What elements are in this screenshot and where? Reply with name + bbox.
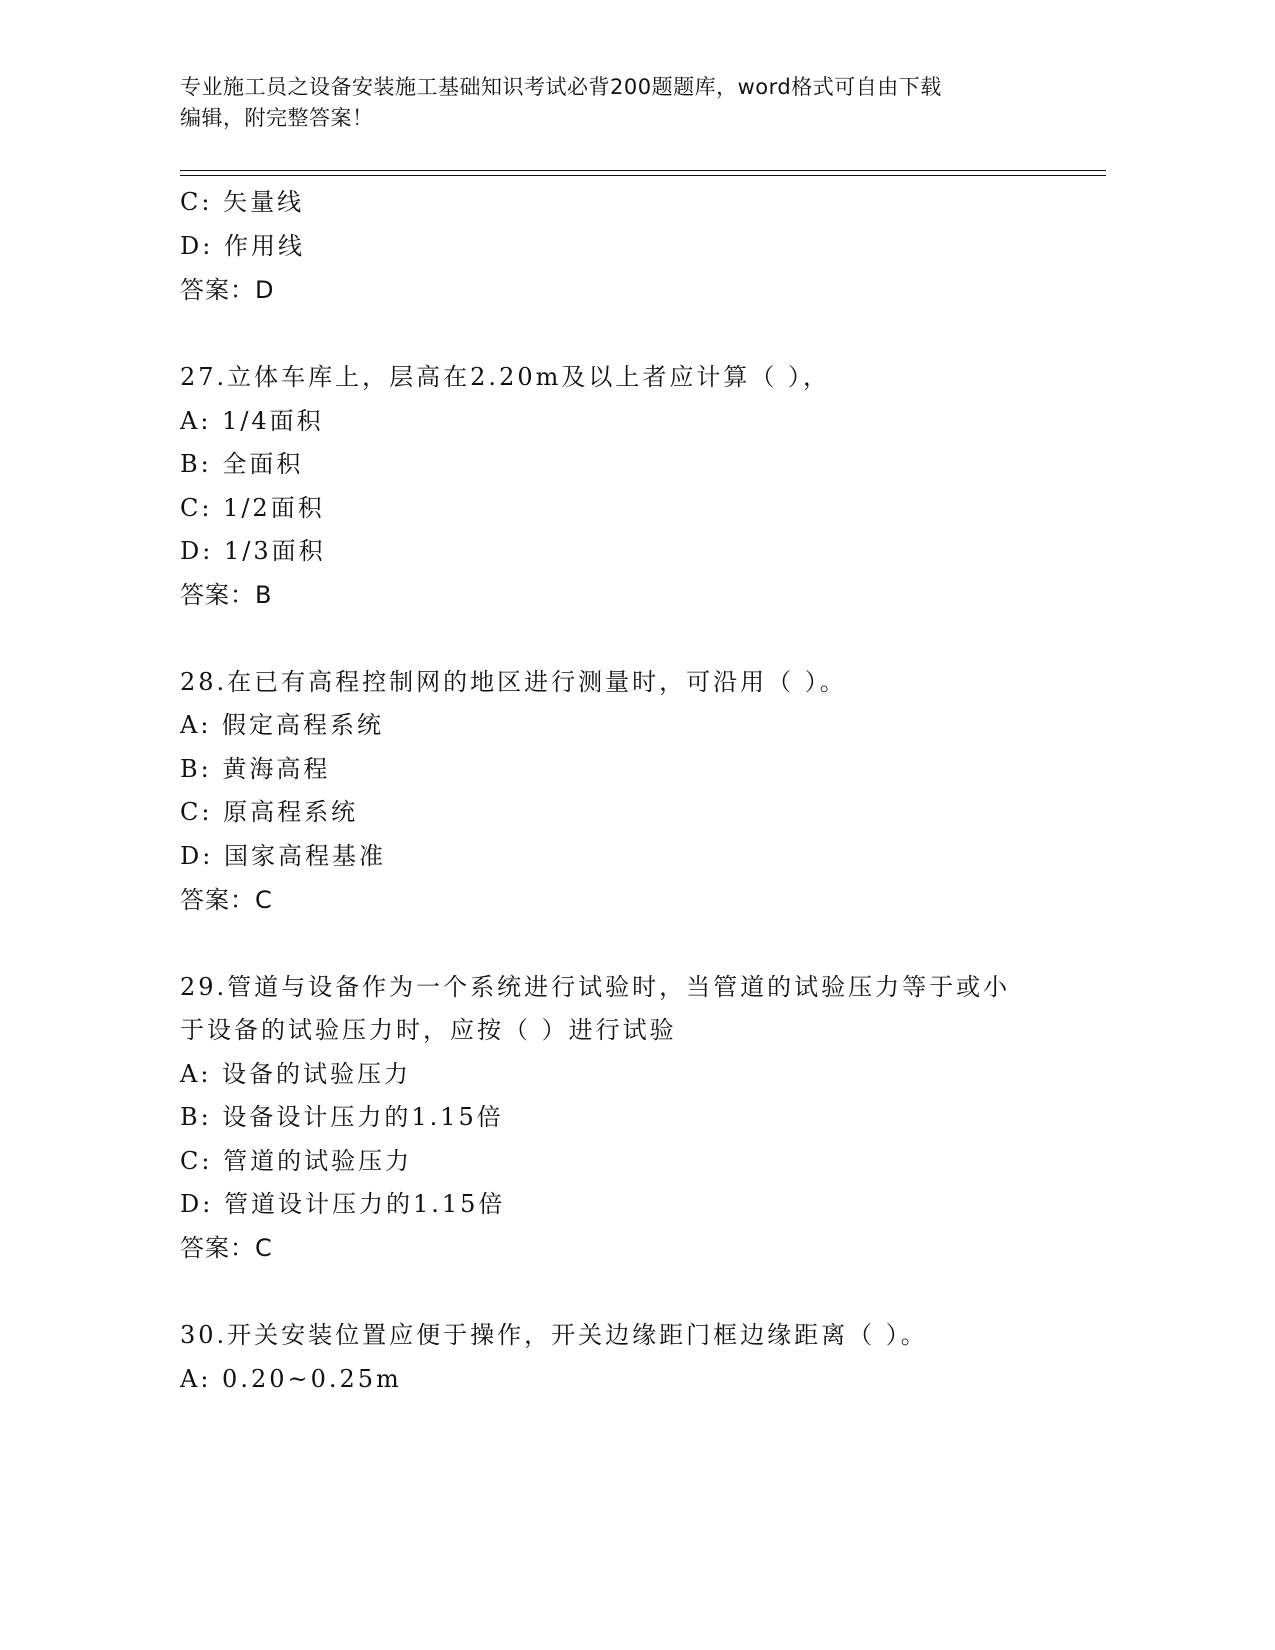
question-29: 29.管道与设备作为一个系统进行试验时，当管道的试验压力等于或小 [180, 973, 1011, 1001]
answer: 答案：C [180, 886, 273, 914]
question-28: 28.在已有高程控制网的地区进行测量时，可沿用（ ）。 [180, 668, 847, 696]
header-line-1: 专业施工员之设备安装施工基础知识考试必背200题题库，word格式可自由下载 [180, 75, 942, 99]
option-d: D: 国家高程基准 [180, 842, 386, 870]
option-c: C: 1/2面积 [180, 494, 325, 522]
option-b: B: 全面积 [180, 450, 304, 478]
answer: 答案：D [180, 276, 275, 304]
option-a: A: 设备的试验压力 [180, 1060, 412, 1088]
header-divider-bottom [180, 175, 1106, 176]
answer: 答案：B [180, 581, 273, 609]
option-b: B: 黄海高程 [180, 755, 331, 783]
header-divider-top [180, 170, 1106, 171]
question-30: 30.开关安装位置应便于操作，开关边缘距门框边缘距离（ ）。 [180, 1321, 928, 1349]
option-a: A: 0.20~0.25m [180, 1365, 402, 1393]
header-line-2: 编辑，附完整答案！ [180, 106, 374, 130]
option-c: C: 矢量线 [180, 188, 305, 216]
question-27: 27.立体车库上，层高在2.20m及以上者应计算（ ）， [180, 363, 830, 391]
document-header [180, 72, 1060, 134]
option-d: D: 1/3面积 [180, 537, 326, 565]
option-c: C: 原高程系统 [180, 798, 359, 826]
option-a: A: 1/4面积 [180, 407, 324, 435]
option-a: A: 假定高程系统 [180, 711, 385, 739]
option-d: D: 管道设计压力的1.15倍 [180, 1190, 506, 1218]
option-c: C: 管道的试验压力 [180, 1147, 413, 1175]
option-d: D: 作用线 [180, 232, 305, 260]
question-29-continued: 于设备的试验压力时，应按（ ）进行试验 [180, 1016, 677, 1044]
option-b: B: 设备设计压力的1.15倍 [180, 1103, 504, 1131]
answer: 答案：C [180, 1234, 273, 1262]
